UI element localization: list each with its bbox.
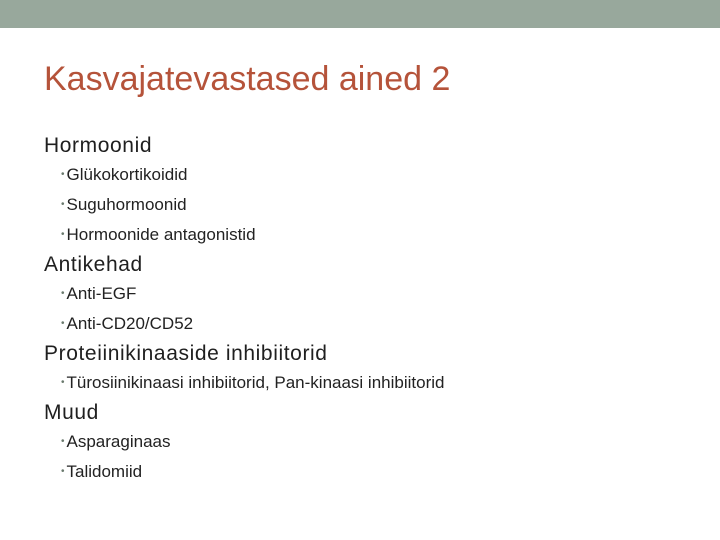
bullet-list [44, 160, 704, 250]
slide-content [44, 131, 704, 487]
list-item-label: Suguhormoonid [66, 195, 187, 214]
section-proteiinikinaaside-inhibiitorid [44, 339, 704, 398]
section-hormoonid [44, 131, 704, 250]
bullet-icon: • [61, 435, 65, 447]
list-item-label: Hormoonide antagonistid [66, 225, 256, 244]
bullet-icon: • [61, 228, 65, 240]
list-item-label: Anti-CD20/CD52 [66, 314, 194, 333]
list-item [61, 427, 704, 457]
bullet-icon: • [61, 376, 65, 388]
list-item [61, 368, 704, 398]
bullet-list [44, 279, 704, 339]
list-item-label: Talidomiid [66, 462, 143, 481]
section-heading: Antikehad [44, 253, 143, 276]
bullet-icon: • [61, 287, 65, 299]
section-heading: Muud [44, 401, 99, 424]
bullet-icon: • [61, 198, 65, 210]
section-heading: Proteiinikinaaside inhibiitorid [44, 342, 328, 365]
top-accent-bar [0, 0, 720, 28]
list-item [61, 457, 704, 487]
list-item-label: Anti-EGF [66, 284, 137, 303]
section-antikehad [44, 250, 704, 339]
bullet-list [44, 368, 704, 398]
bullet-list [44, 427, 704, 487]
list-item-label: Glükokortikoidid [66, 165, 188, 184]
list-item [61, 279, 704, 309]
list-item [61, 160, 704, 190]
list-item-label: Türosiinikinaasi inhibiitorid, Pan-kinaasi inhibiitorid [66, 373, 445, 392]
bullet-icon: • [61, 465, 65, 477]
list-item [61, 190, 704, 220]
list-item [61, 309, 704, 339]
slide-title: Kasvajatevastased ained 2 [44, 60, 451, 98]
bullet-icon: • [61, 168, 65, 180]
list-item-label: Asparaginaas [66, 432, 171, 451]
section-muud [44, 398, 704, 487]
bullet-icon: • [61, 317, 65, 329]
section-heading: Hormoonid [44, 134, 153, 157]
list-item [61, 220, 704, 250]
